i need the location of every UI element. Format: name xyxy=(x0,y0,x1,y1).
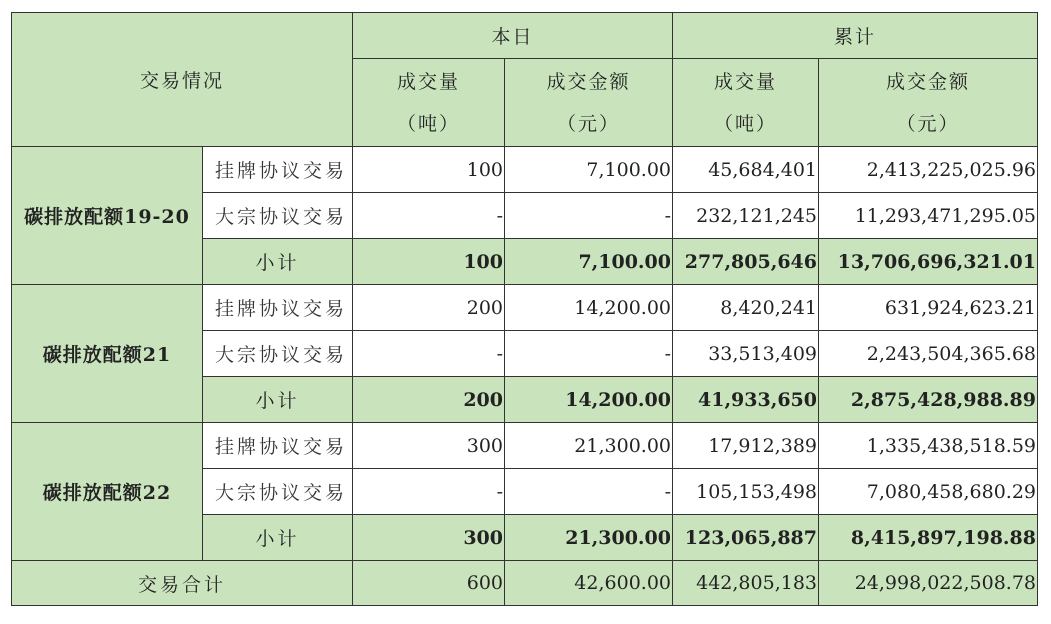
today-volume: 300 xyxy=(353,423,505,469)
subtotal-label: 小计 xyxy=(203,239,353,285)
subtotal-label: 小计 xyxy=(203,377,353,423)
amount-unit: （元） xyxy=(896,112,960,135)
trade-type: 挂牌协议交易 xyxy=(203,423,353,469)
trade-type: 挂牌协议交易 xyxy=(203,147,353,193)
today-volume: 200 xyxy=(353,285,505,331)
today-amount: 21,300.00 xyxy=(505,423,673,469)
cum-volume: 33,513,409 xyxy=(673,331,819,377)
subtotal-cum-amount: 2,875,428,988.89 xyxy=(819,377,1038,423)
header-cum-amount xyxy=(819,59,1038,147)
cum-volume: 8,420,241 xyxy=(673,285,819,331)
today-amount: 7,100.00 xyxy=(505,147,673,193)
subtotal-today-volume: 300 xyxy=(353,515,505,561)
trade-type: 大宗协议交易 xyxy=(203,469,353,515)
volume-unit: （吨） xyxy=(713,112,777,135)
total-row xyxy=(12,561,1038,606)
today-volume: - xyxy=(353,193,505,239)
subtotal-today-volume: 100 xyxy=(353,239,505,285)
subtotal-label: 小计 xyxy=(203,515,353,561)
cum-volume: 17,912,389 xyxy=(673,423,819,469)
header-today: 本日 xyxy=(353,13,673,59)
subtotal-today-volume: 200 xyxy=(353,377,505,423)
subtotal-today-amount: 14,200.00 xyxy=(505,377,673,423)
cum-amount: 7,080,458,680.29 xyxy=(819,469,1038,515)
cum-amount: 11,293,471,295.05 xyxy=(819,193,1038,239)
amount-label: 成交金额 xyxy=(546,70,631,93)
amount-label: 成交金额 xyxy=(885,70,970,93)
group-name: 碳排放配额19-20 xyxy=(12,147,203,285)
subtotal-cum-volume: 41,933,650 xyxy=(673,377,819,423)
trade-type: 大宗协议交易 xyxy=(203,193,353,239)
trade-type: 挂牌协议交易 xyxy=(203,285,353,331)
trade-summary-container xyxy=(11,12,1038,606)
total-cum-volume: 442,805,183 xyxy=(673,561,819,606)
subtotal-cum-volume: 123,065,887 xyxy=(673,515,819,561)
total-today-volume: 600 xyxy=(353,561,505,606)
cum-volume: 105,153,498 xyxy=(673,469,819,515)
header-today-amount xyxy=(505,59,673,147)
subtotal-today-amount: 7,100.00 xyxy=(505,239,673,285)
carbon-trade-table xyxy=(11,12,1038,606)
subtotal-cum-amount: 8,415,897,198.88 xyxy=(819,515,1038,561)
total-label: 交易合计 xyxy=(12,561,353,606)
trade-type: 大宗协议交易 xyxy=(203,331,353,377)
header-cumulative: 累计 xyxy=(673,13,1038,59)
table-row xyxy=(12,285,1038,331)
total-today-amount: 42,600.00 xyxy=(505,561,673,606)
header-trade-situation: 交易情况 xyxy=(12,13,353,147)
header-cum-volume xyxy=(673,59,819,147)
subtotal-cum-volume: 277,805,646 xyxy=(673,239,819,285)
today-volume: - xyxy=(353,331,505,377)
header-today-volume xyxy=(353,59,505,147)
subtotal-cum-amount: 13,706,696,321.01 xyxy=(819,239,1038,285)
total-cum-amount: 24,998,022,508.78 xyxy=(819,561,1038,606)
table-row xyxy=(12,147,1038,193)
today-volume: 100 xyxy=(353,147,505,193)
volume-unit: （吨） xyxy=(396,112,460,135)
cum-amount: 2,243,504,365.68 xyxy=(819,331,1038,377)
today-amount: - xyxy=(505,331,673,377)
subtotal-today-amount: 21,300.00 xyxy=(505,515,673,561)
volume-label: 成交量 xyxy=(713,70,777,93)
today-amount: 14,200.00 xyxy=(505,285,673,331)
today-amount: - xyxy=(505,193,673,239)
volume-label: 成交量 xyxy=(396,70,460,93)
group-name: 碳排放配额22 xyxy=(12,423,203,561)
cum-amount: 2,413,225,025.96 xyxy=(819,147,1038,193)
cum-volume: 232,121,245 xyxy=(673,193,819,239)
table-row xyxy=(12,423,1038,469)
today-amount: - xyxy=(505,469,673,515)
cum-amount: 1,335,438,518.59 xyxy=(819,423,1038,469)
cum-amount: 631,924,623.21 xyxy=(819,285,1038,331)
group-name: 碳排放配额21 xyxy=(12,285,203,423)
cum-volume: 45,684,401 xyxy=(673,147,819,193)
today-volume: - xyxy=(353,469,505,515)
amount-unit: （元） xyxy=(556,112,620,135)
